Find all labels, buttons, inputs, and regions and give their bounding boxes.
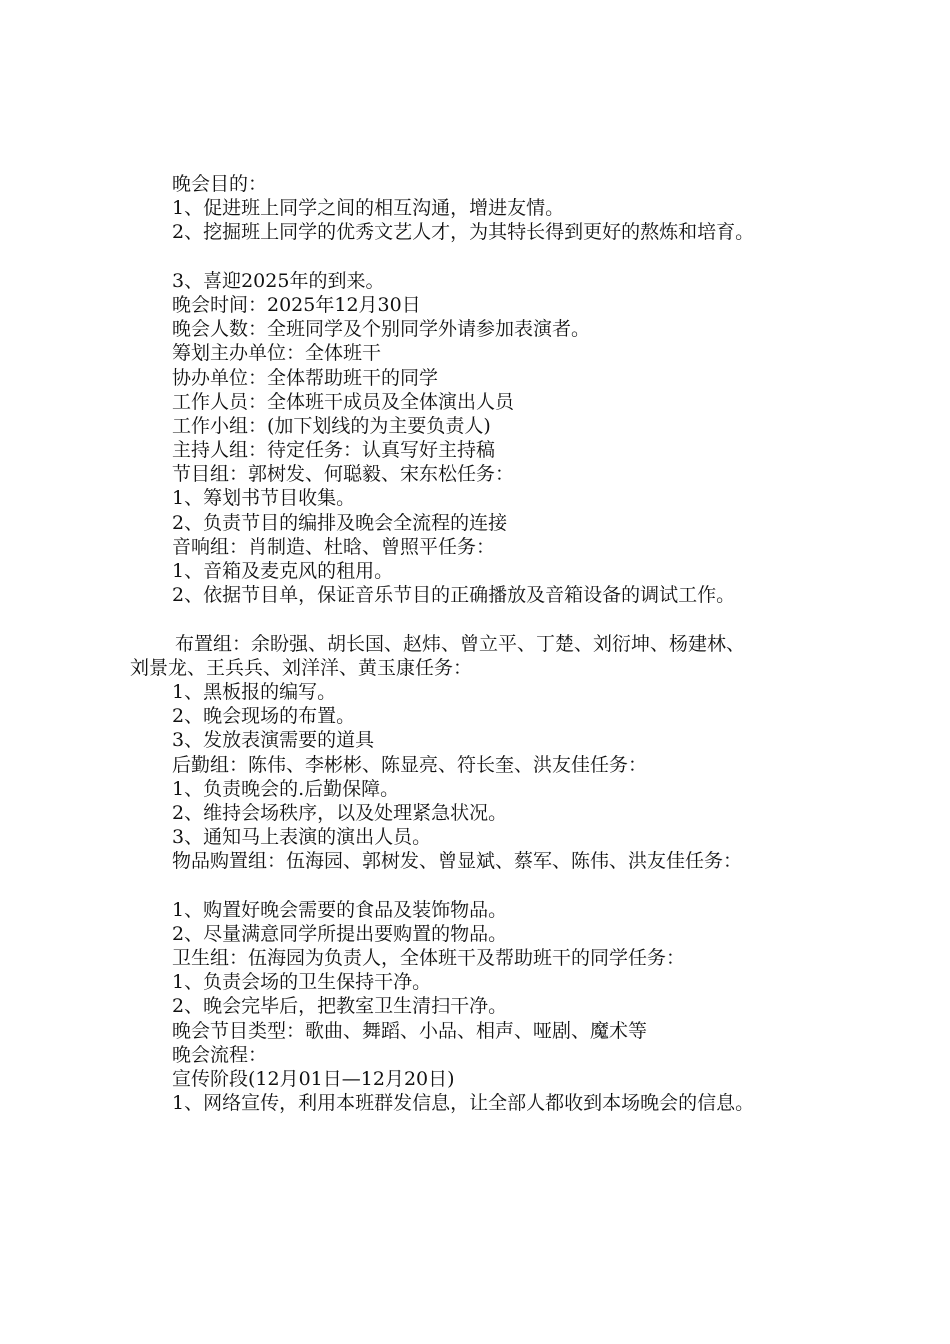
text-line: 2、维持会场秩序，以及处理紧急状况。 xyxy=(172,801,508,824)
paragraph-gap xyxy=(130,607,850,631)
text-line: 1、负责晚会的.后勤保障。 xyxy=(172,777,400,800)
text-line: 1、促进班上同学之间的相互沟通，增进友情。 xyxy=(172,197,565,220)
text-line: 卫生组：伍海园为负责人，全体班干及帮助班干的同学任务： xyxy=(172,947,686,969)
paragraph-gap xyxy=(130,873,850,897)
text-line: 3、发放表演需要的道具 xyxy=(172,729,375,752)
text-line: 工作小组：(加下划线的为主要负责人) xyxy=(172,414,491,437)
text-line: 1、音箱及麦克风的租用。 xyxy=(172,560,394,582)
text-line: 3、喜迎2025年的到来。 xyxy=(172,269,385,292)
text-line: 1、黑板报的编写。 xyxy=(172,680,337,703)
text-line: 协办单位：全体帮助班干的同学 xyxy=(172,366,439,389)
text-line: 节目组：郭树发、何聪毅、宋东松任务： xyxy=(172,463,515,486)
text-line: 2、尽量满意同学所提出要购置的物品。 xyxy=(172,922,508,945)
text-line: 2、依据节目单，保证音乐节目的正确播放及音箱设备的调试工作。 xyxy=(172,584,736,607)
text-line: 工作人员：全体班干成员及全体演出人员 xyxy=(172,390,515,413)
text-line: 晚会目的： xyxy=(172,173,268,195)
paragraph-gap xyxy=(130,245,850,269)
text-line: 2、晚会完毕后，把教室卫生清扫干净。 xyxy=(172,995,508,1018)
text-line: 布置组：余盼强、胡长国、赵炜、曾立平、丁楚、刘衍坤、杨建林、 xyxy=(175,632,746,655)
text-line: 1、网络宣传，利用本班群发信息，让全部人都收到本场晚会的信息。 xyxy=(172,1092,755,1115)
text-line: 晚会人数：全班同学及个别同学外请参加表演者。 xyxy=(172,318,591,341)
text-line: 晚会节目类型：歌曲、舞蹈、小品、相声、哑剧、魔术等 xyxy=(172,1019,648,1042)
text-line: 刘景龙、王兵兵、刘洋洋、黄玉康任务： xyxy=(130,656,473,679)
text-line: 1、负责会场的卫生保持干净。 xyxy=(172,971,432,994)
text-line: 2、晚会现场的布置。 xyxy=(172,705,356,728)
text-line: 1、购置好晚会需要的食品及装饰物品。 xyxy=(172,898,508,921)
text-line: 筹划主办单位：全体班干 xyxy=(172,342,382,365)
text-line: 2、负责节目的编排及晚会全流程的连接 xyxy=(172,511,508,534)
text-line: 晚会时间：2025年12月30日 xyxy=(172,293,421,316)
document-body xyxy=(130,172,850,1115)
text-line: 物品购置组：伍海园、郭树发、曾显斌、蔡军、陈伟、洪友佳任务： xyxy=(172,850,743,873)
text-line: 后勤组：陈伟、李彬彬、陈显亮、符长奎、洪友佳任务： xyxy=(172,753,648,776)
text-line: 音响组：肖制造、杜晗、曾照平任务： xyxy=(172,535,496,558)
text-line: 晚会流程： xyxy=(172,1043,268,1066)
text-line: 主持人组：待定任务：认真写好主持稿 xyxy=(172,439,496,462)
text-line: 1、筹划书节目收集。 xyxy=(172,487,356,510)
text-line: 宣传阶段(12月01日—12月20日) xyxy=(172,1067,455,1090)
text-line: 3、通知马上表演的演出人员。 xyxy=(172,826,432,849)
text-line: 2、挖掘班上同学的优秀文艺人才，为其特长得到更好的熬炼和培育。 xyxy=(172,221,755,244)
